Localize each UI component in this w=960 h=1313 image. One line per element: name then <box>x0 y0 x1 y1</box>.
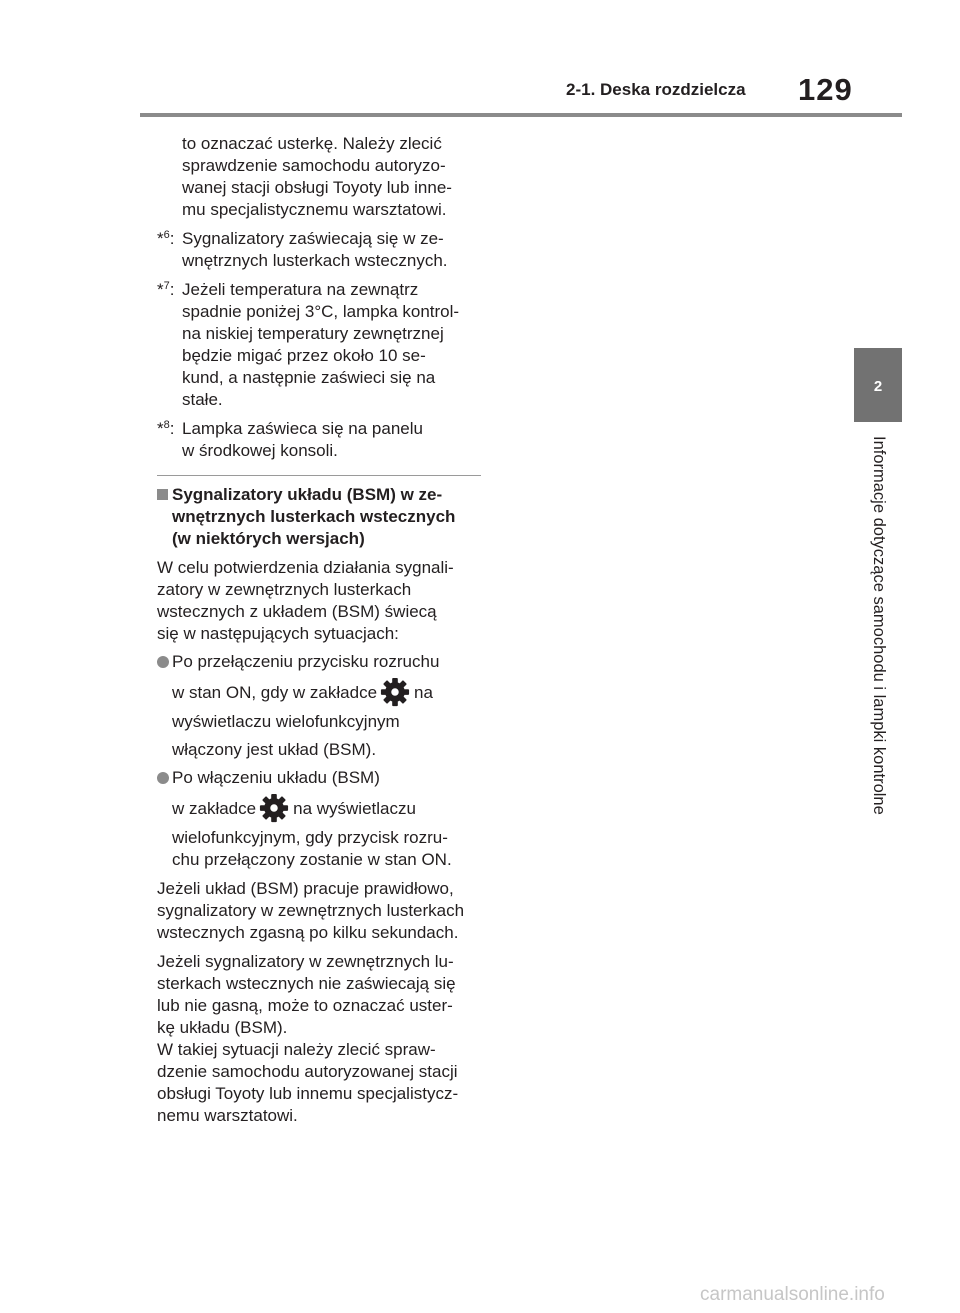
gear-icon <box>380 677 410 707</box>
text-line: mu specjalistycznemu warsztatowi. <box>182 200 447 219</box>
text-line: dzenie samochodu autoryzowanej stacji <box>157 1062 458 1081</box>
content-column <box>157 133 481 1127</box>
text-line: włączony jest układ (BSM). <box>172 740 377 759</box>
text-line: Jeżeli układ (BSM) pracuje prawidłowo, <box>157 879 454 898</box>
chapter-side-label <box>866 436 890 866</box>
footnote-marker: *$^7$: <box>157 280 175 299</box>
text-line: zatory w zewnętrznych lusterkach <box>157 580 412 599</box>
text-line: na niskiej temperatury zewnętrznej <box>182 324 444 343</box>
gear-icon <box>259 793 289 823</box>
watermark: carmanualsonline.info <box>700 1284 885 1305</box>
text-line: będzie migać przez około 10 se- <box>182 346 426 365</box>
section-divider <box>157 475 481 476</box>
text-line: wstecznych zgasną po kilku sekundach. <box>157 923 459 942</box>
text-line: wielofunkcyjnym, gdy przycisk rozru- <box>172 828 448 847</box>
text-line: wnętrznych lusterkach wstecznych. <box>182 251 448 270</box>
round-bullet-icon <box>157 772 169 784</box>
text-line: sygnalizatory w zewnętrznych lusterkach <box>157 901 465 920</box>
text-line: sterkach wstecznych nie zaświecają się <box>157 974 456 993</box>
section-intro <box>157 557 481 645</box>
heading-line: (w niektórych wersjach) <box>172 529 365 548</box>
text-line: Po przełączeniu przycisku rozruchu <box>172 652 440 671</box>
text-line: stałe. <box>182 390 223 409</box>
text-line: obsługi Toyoty lub innemu specjalistycz- <box>157 1084 459 1103</box>
footnote-marker: *$^6$: <box>157 229 175 248</box>
text-line: wyświetlaczu wielofunkcyjnym <box>172 712 400 731</box>
bullet-item-2 <box>157 767 481 871</box>
text-line: chu przełączony zostanie w stan ON. <box>172 850 452 869</box>
square-bullet-icon <box>157 489 168 500</box>
chapter-tab[interactable] <box>854 348 902 422</box>
page-number: 129 <box>798 72 853 107</box>
header-rule <box>140 113 902 117</box>
round-bullet-icon <box>157 656 169 668</box>
intro-text <box>157 133 481 221</box>
footnote-marker: *$^8$: <box>157 419 175 438</box>
text-line: W celu potwierdzenia działania sygnali- <box>157 558 454 577</box>
text-line: Lampka zaświeca się na panelu <box>182 419 423 438</box>
text-line: sprawdzenie samochodu autoryzo- <box>182 156 446 175</box>
text-line: to oznaczać usterkę. Należy zlecić <box>182 134 442 153</box>
bullet-item-1 <box>157 651 481 761</box>
text-line: spadnie poniżej 3°C, lampka kontrol- <box>182 302 460 321</box>
text-line: wstecznych z układem (BSM) świecą <box>157 602 437 621</box>
text-line: w zakładce na wyświetlaczu <box>172 793 481 823</box>
footnote-7 <box>157 279 481 411</box>
footnote-6 <box>157 228 481 272</box>
heading-line: Sygnalizatory układu (BSM) w ze- <box>172 485 443 504</box>
text-line: kę układu (BSM). <box>157 1018 288 1037</box>
text-line: Jeżeli sygnalizatory w zewnętrznych lu- <box>157 952 454 971</box>
section-title: 2-1. Deska rozdzielcza <box>566 80 746 99</box>
text-line: w środkowej konsoli. <box>182 441 338 460</box>
text-line: Jeżeli temperatura na zewnątrz <box>182 280 419 299</box>
footnote-8 <box>157 418 481 462</box>
text-line: nemu warsztatowi. <box>157 1106 298 1125</box>
text-line: kund, a następnie zaświeci się na <box>182 368 436 387</box>
text-line: w stan ON, gdy w zakładce na <box>172 677 481 707</box>
text-line: lub nie gasną, może to oznaczać uster- <box>157 996 453 1015</box>
text-line: W takiej sytuacji należy zlecić spraw- <box>157 1040 436 1059</box>
text-line: Sygnalizatory zaświecają się w ze- <box>182 229 444 248</box>
text-line: wanej stacji obsługi Toyoty lub inne- <box>182 178 452 197</box>
text-line: się w następujących sytuacjach: <box>157 624 399 643</box>
heading-line: wnętrznych lusterkach wstecznych <box>172 507 456 526</box>
paragraph-bsm-fault <box>157 951 481 1127</box>
text-line: Po włączeniu układu (BSM) <box>172 768 380 787</box>
section-heading <box>157 484 481 550</box>
paragraph-bsm-ok <box>157 878 481 944</box>
chapter-number: 2 <box>873 378 883 395</box>
chapter-side-label-text: Informacje dotyczące samochodu i lampki kontrolne <box>870 436 888 815</box>
